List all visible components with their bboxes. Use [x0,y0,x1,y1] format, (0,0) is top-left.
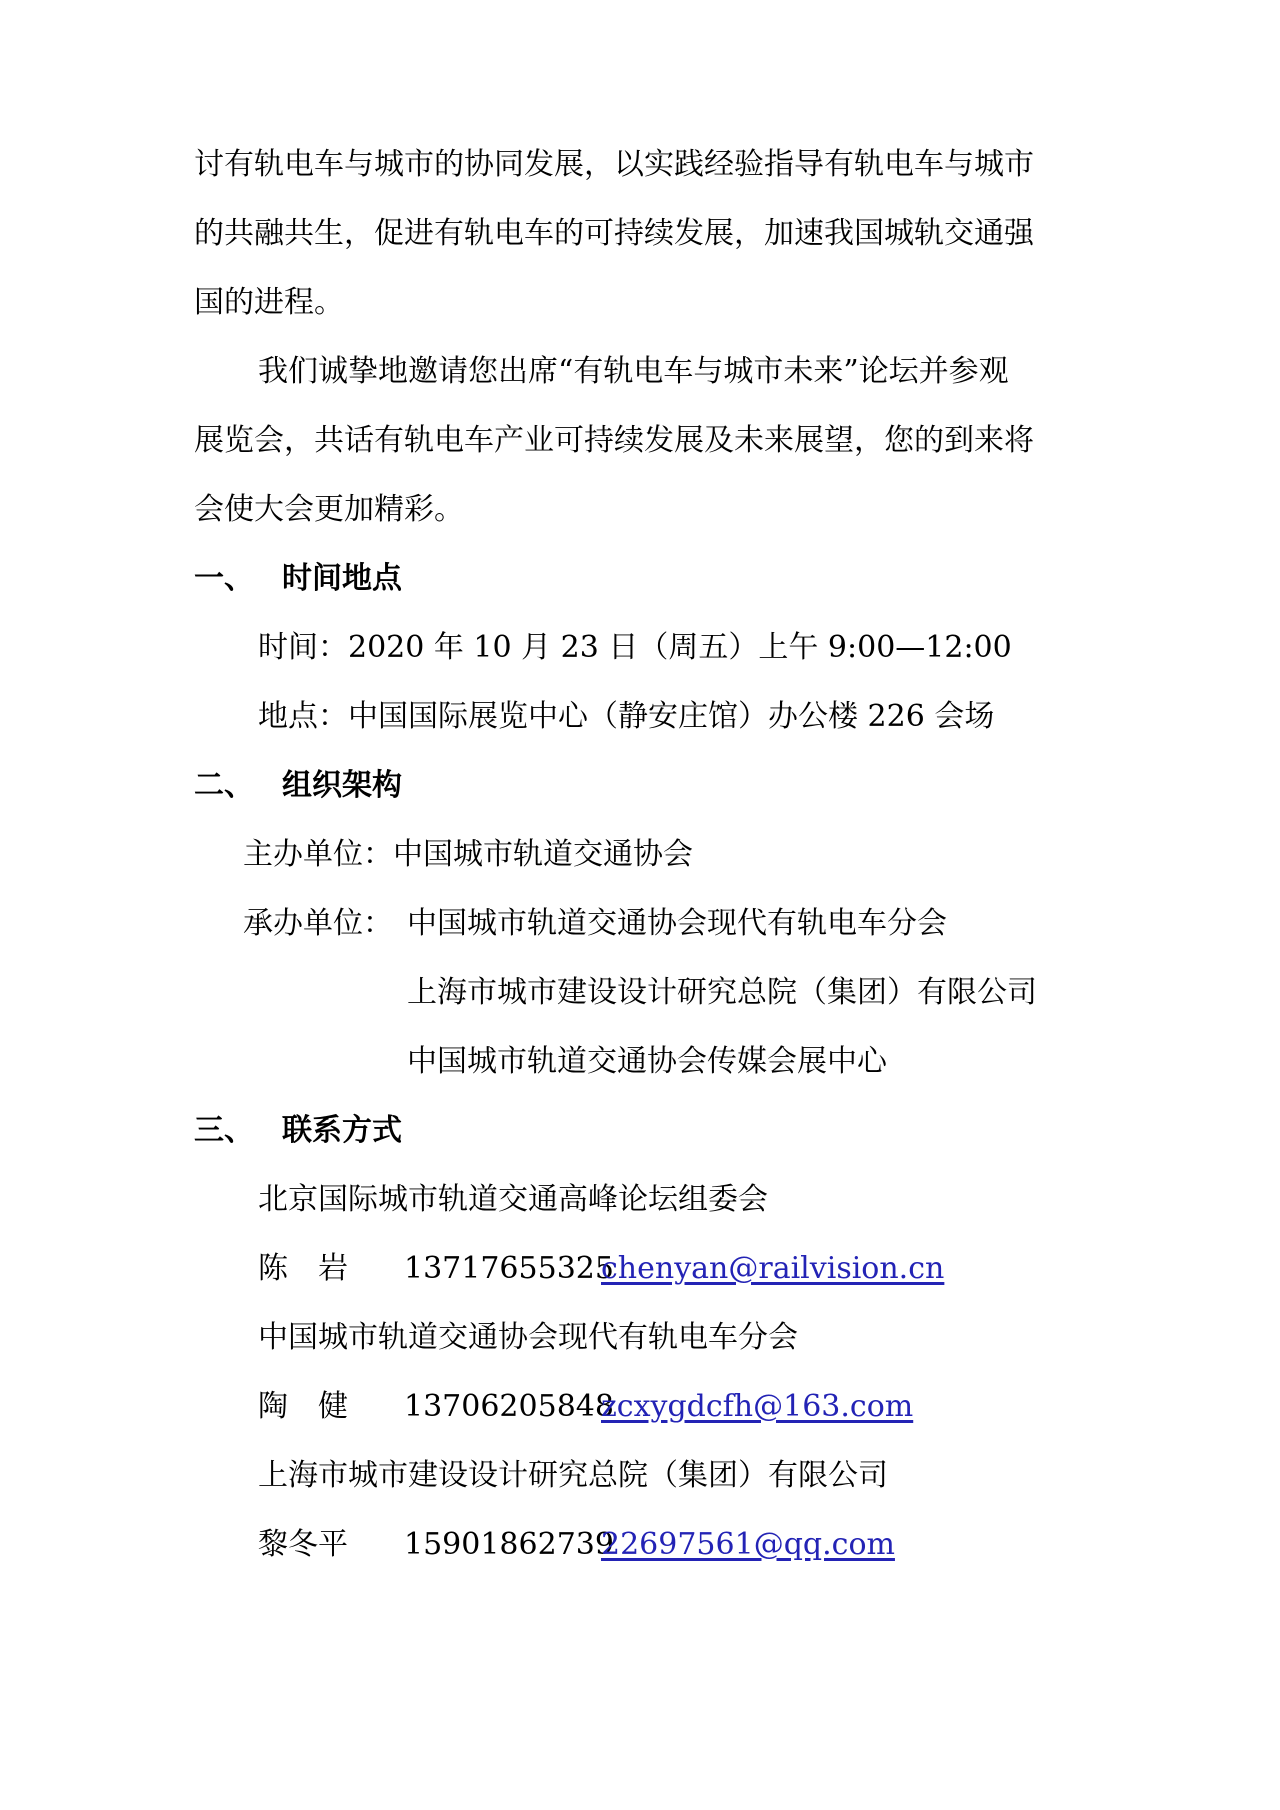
organizer-1: 中国城市轨道交通协会现代有轨电车分会 [407,906,947,941]
contact-org: 上海市城市建设设计研究总院（集团）有限公司 [258,1458,888,1493]
contact-org: 北京国际城市轨道交通高峰论坛组委会 [258,1182,768,1217]
contact-email-link[interactable]: zcxygdcfh@163.com [601,1389,914,1424]
contact-phone: 15901862739 [404,1527,614,1562]
contact-phone: 13706205848 [404,1389,614,1424]
organizer-label: 承办单位： [243,906,393,941]
section-2-number: 二、 [194,768,254,803]
section-3-title: 联系方式 [282,1113,402,1148]
section-1-title: 时间地点 [282,561,402,596]
event-time: 时间：2020 年 10 月 23 日（周五）上午 9:00—12:00 [258,630,1012,665]
contact-email-link[interactable]: chenyan@railvision.cn [601,1251,945,1286]
contact-name: 陈 岩 [258,1251,348,1286]
contact-row [258,1249,1018,1289]
event-place: 地点：中国国际展览中心（静安庄馆）办公楼 226 会场 [258,699,995,734]
contact-row [258,1387,1018,1427]
section-1-number: 一、 [194,561,254,596]
contact-phone: 13717655325 [404,1251,614,1286]
organizer-2: 上海市城市建设设计研究总院（集团）有限公司 [407,975,1037,1010]
section-3-heading [194,1111,402,1151]
section-2-heading [194,766,402,806]
contact-email-link[interactable]: 22697561@qq.com [601,1527,895,1562]
section-1-heading [194,559,402,599]
paragraph-1-line-3: 国的进程。 [194,285,344,320]
paragraph-2-line-1: 我们诚挚地邀请您出席“有轨电车与城市未来”论坛并参观 [258,354,1009,389]
contact-row [258,1525,1018,1565]
contact-org: 中国城市轨道交通协会现代有轨电车分会 [258,1320,798,1355]
section-3-number: 三、 [194,1113,254,1148]
section-2-title: 组织架构 [282,768,402,803]
paragraph-2-line-3: 会使大会更加精彩。 [194,492,464,527]
contact-name: 黎冬平 [258,1527,348,1562]
host-unit: 主办单位：中国城市轨道交通协会 [243,837,693,872]
paragraph-2-line-2: 展览会，共话有轨电车产业可持续发展及未来展望，您的到来将 [194,423,1034,458]
contact-name: 陶 健 [258,1389,348,1424]
paragraph-1-line-2: 的共融共生，促进有轨电车的可持续发展，加速我国城轨交通强 [194,216,1034,251]
organizer-3: 中国城市轨道交通协会传媒会展中心 [407,1044,887,1079]
paragraph-1-line-1: 讨有轨电车与城市的协同发展，以实践经验指导有轨电车与城市 [194,147,1034,182]
